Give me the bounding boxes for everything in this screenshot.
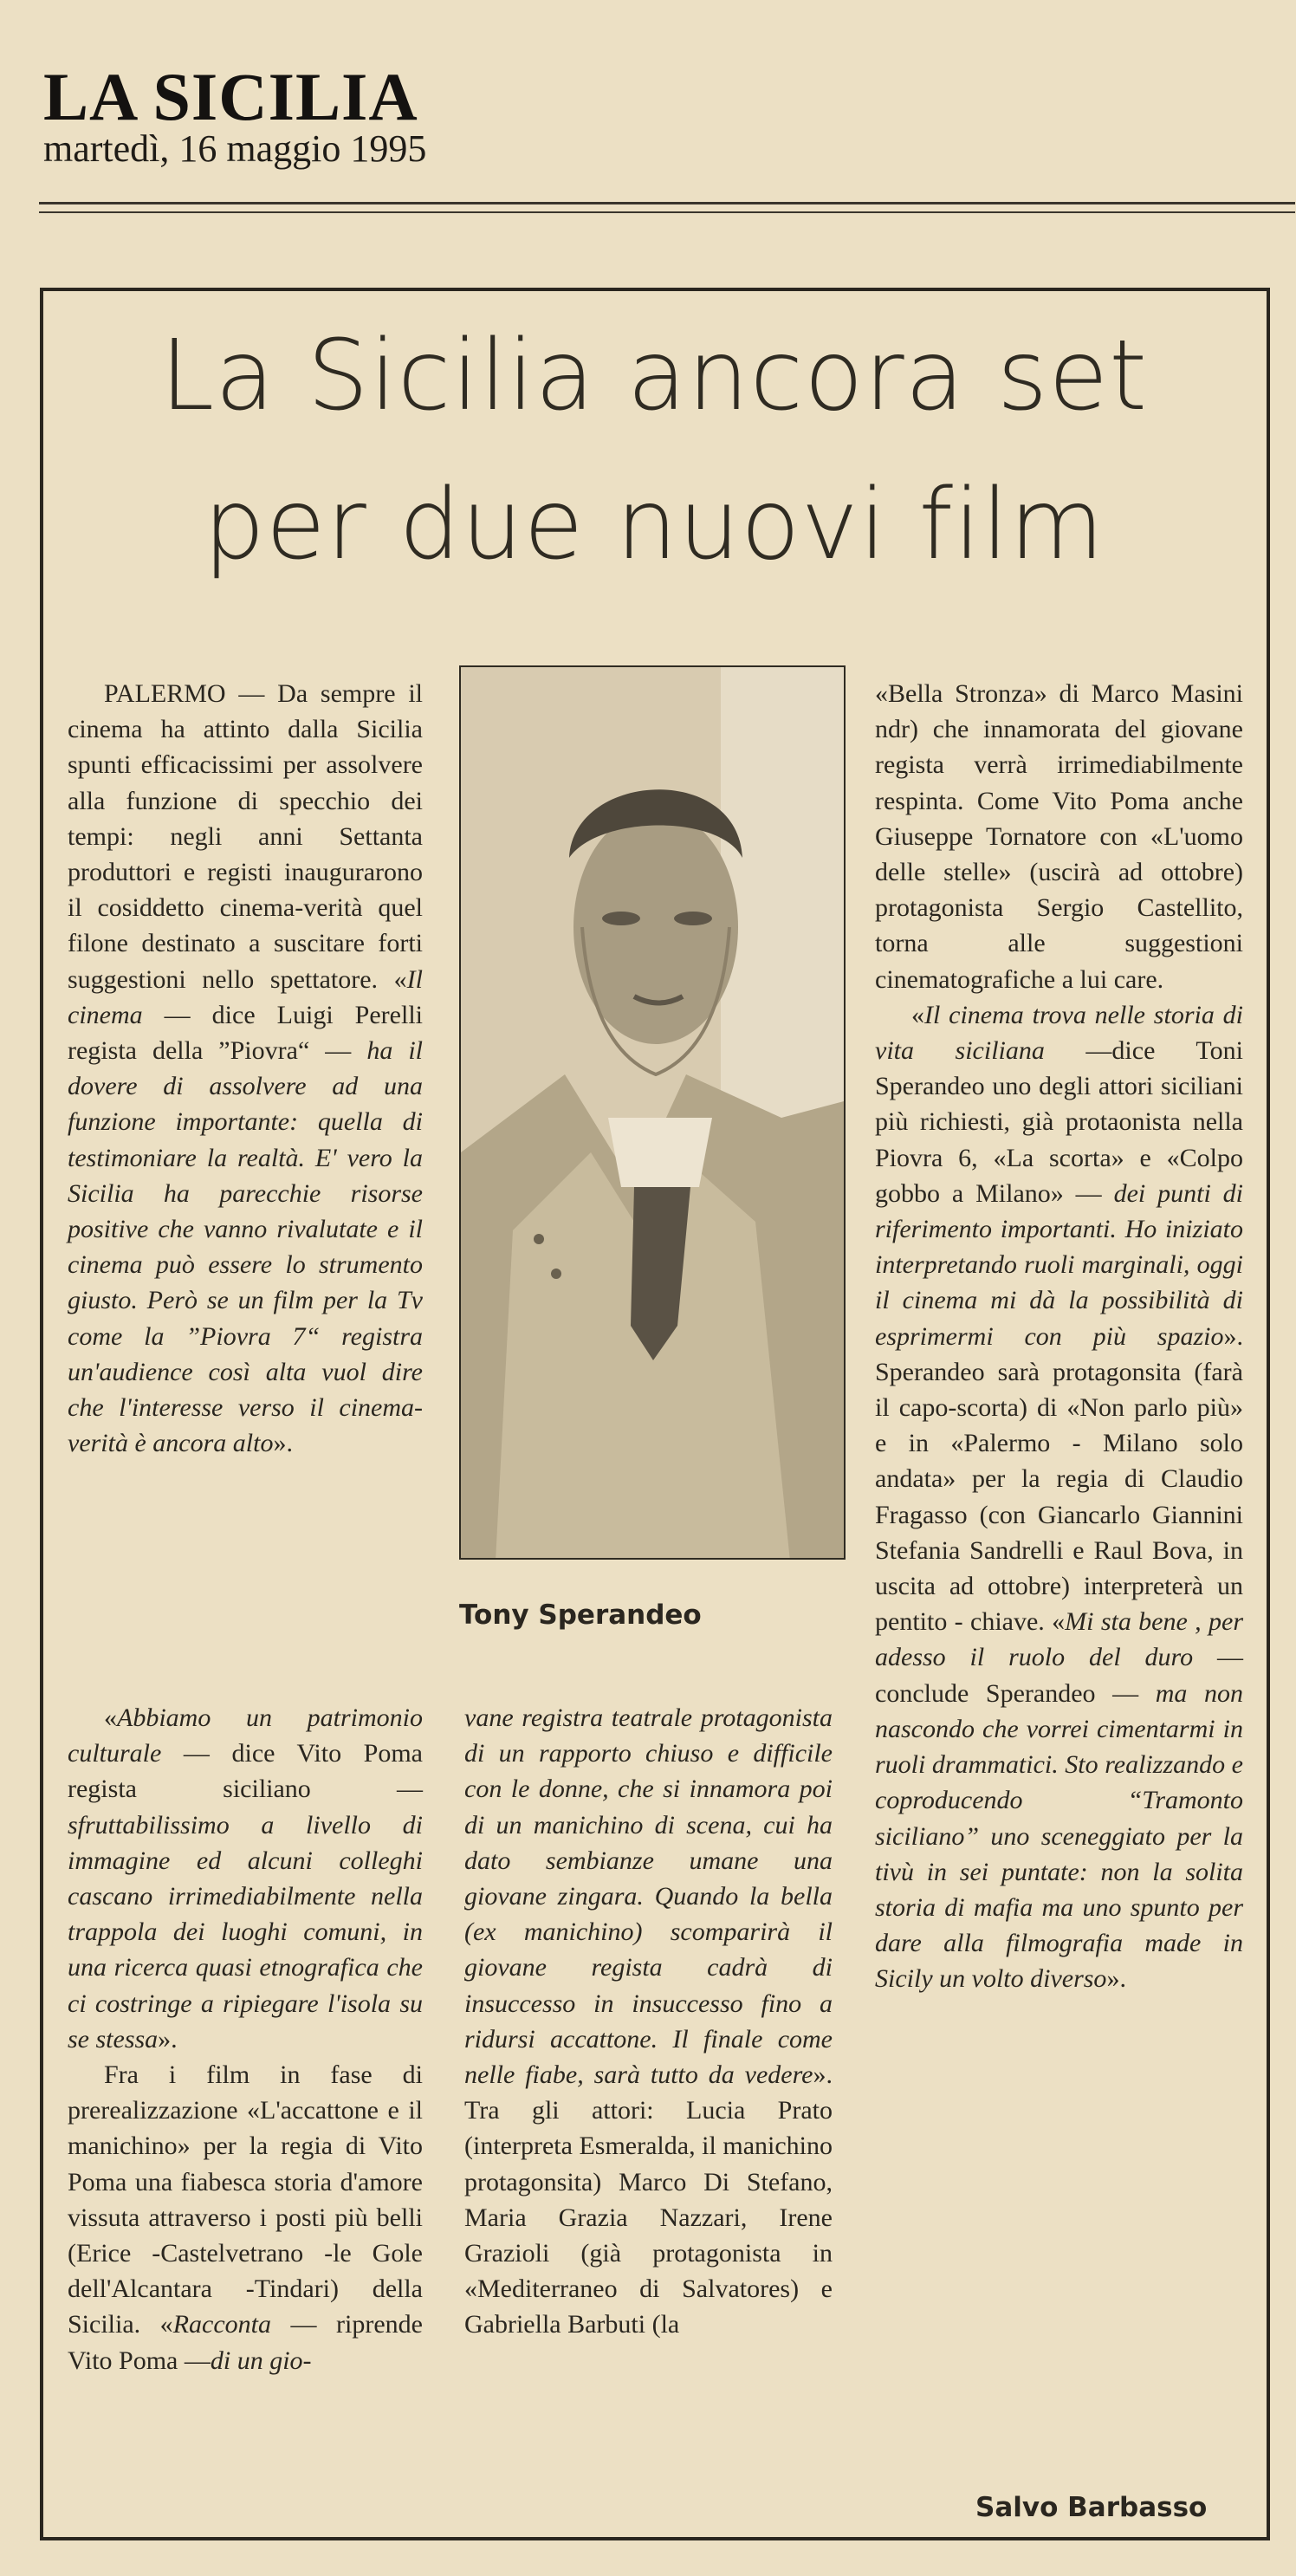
text-run: ». Sperandeo sarà protagonsita (farà il capo-scorta) di «Non parlo più» e in «Palermo - Milano solo andata» per la regia di Claudio Fragasso (con Giancarlo Giannini Stefania Sandrelli e Raul Bova, in uscita ad ottobre) interpreterà un pentito - chiave. « bbox=[875, 1321, 1243, 1637]
headline-line-1: La Sicilia ancora set bbox=[159, 320, 1149, 432]
text-run: ». bbox=[1106, 1964, 1126, 1994]
text-run: ». bbox=[158, 2024, 178, 2054]
quote-run: dei punti di riferimento importanti. Ho iniziato interpretando ruoli marginali, oggi il cinema mi dà la possibilità di esprimermi con più spazio bbox=[875, 1178, 1244, 1351]
article-headline bbox=[52, 302, 1256, 600]
quote-run: ma non nascondo che vorrei cimentarmi in ruoli drammatici. Sto realizzando e coproducendo “Tramonto siciliano” uno sceneggiato per la tivù in sei puntate: non la solita storia di mafia ma uno spunto per dare alla filmografia made in Sicily un volto diverso bbox=[875, 1678, 1243, 1994]
quote-run: vane registra teatrale protagonista di un rapporto chiuso e difficile con le donne, che si innamora poi di un manichino di scena, cui ha dato sembianze umane una giovane zingara. Quando la bella (ex manichino) scomparirà il giovane regista cadrà di insuccesso in insuccesso fino a ridursi accattone. Il finale come nelle fiabe, sarà tutto da vedere bbox=[464, 1703, 833, 2090]
text-run: PALERMO — Da sempre il cinema ha attinto dalla Sicilia spunti efficacissimi per assolvere alla funzione di specchio dei tempi: negli anni Settanta produttori e registi inaugurarono il cosiddetto cinema-verità quel filone destinato a suscitare forti suggestioni nello spettatore. « bbox=[68, 679, 423, 994]
quote-run: Il cinema bbox=[68, 964, 423, 1029]
quote-run: ha il dovere di assolvere ad una funzione importante: quella di testimoniare la realtà. E' vero la Sicilia ha parecchie risorse positive che vanno rivalutate e il cinema può essere lo strumento giusto. Però se un film per la Tv come la ”Piovra 7“ registra un'audience così alta vuol dire che l'interesse verso il cinema-verità è ancora alto bbox=[68, 1036, 424, 1458]
text-run: Fra i film in fase di prerealizzazione «L'accattone e il manichino» per la regia di Vito Poma una fiabesca storia d'amore vissuta attraverso i posti più belli (Erice -Castelvetrano -le Gole dell'Alcantara -Tindari) della Sicilia. « bbox=[68, 2060, 423, 2339]
text-run: —conclude Sperandeo — bbox=[875, 1643, 1243, 1708]
photo-caption: Tony Sperandeo bbox=[459, 1599, 702, 1631]
text-run: ». bbox=[273, 1429, 293, 1458]
headline-line-2: per due nuovi film bbox=[203, 469, 1105, 581]
portrait-illustration bbox=[461, 667, 846, 1560]
quote-run: Il cinema trova nelle storia di vita siciliana bbox=[875, 1000, 1243, 1066]
quote-run: sfruttabilissimo a livello di immagine ed alcuni colleghi cascano irrimediabilmente nella trappola dei luoghi comuni, in una ricerca quasi etnografica che ci costringe a ripiegare l'isola su se stessa bbox=[68, 1810, 423, 2054]
publication-date: martedì, 16 maggio 1995 bbox=[43, 127, 427, 170]
quote-run: Mi sta bene , per adesso il ruolo del duro bbox=[875, 1607, 1243, 1672]
article-column-2 bbox=[464, 1700, 833, 2343]
masthead bbox=[43, 61, 426, 168]
text-run: — dice Vito Poma regista siciliano — bbox=[68, 1739, 423, 1804]
article-column-1-bottom: «Abbiamo un patrimonio culturale — dice Vito Poma regista siciliano — sfruttabilissimo a livello di immagine ed alcuni colleghi cascano irrimediabilmente nella trappola dei luoghi comuni, in una ricerca quasi etnografica che ci costringe a ripiegare l'isola su se stessa». Fra i film in fase di prerealizzazione «L'accattone e il manichino» per la regia di Vito Poma una fiabesca storia d'amore vissuta attraverso i posti più belli (Erice -Castelvetrano -le Gole dell'Alcantara -Tindari) della Sicilia. «Racconta — riprende Vito Poma —di un gio- bbox=[68, 1703, 423, 2375]
masthead-rule-thin bbox=[39, 211, 1295, 213]
quote-run: Abbiamo un patrimonio culturale bbox=[68, 1703, 423, 1768]
quote-run: di un gio- bbox=[210, 2346, 312, 2375]
text-run: — dice Luigi Perelli regista della ”Piovra“ — bbox=[68, 1000, 423, 1066]
quote-run: Racconta bbox=[172, 2310, 271, 2339]
paragraph: «Bella Stronza» di Marco Masini ndr) che innamorata del giovane regista verrà irrimediabilmente respinta. Come Vito Poma anche Giuseppe Tornatore con «L'uomo delle stelle» (uscirà ad ottobre) protagonista Sergio Castellito, torna alle suggestioni cinematografiche a lui care. bbox=[875, 679, 1243, 994]
masthead-rule bbox=[39, 202, 1295, 204]
text-run: ». Tra gli attori: Lucia Prato (interpreta Esmeralda, il manichino protagonsita) Marco Di Stefano, Maria Grazia Nazzari, Irene Grazioli (già protagonista in «Mediterraneo di Salvatores) e Gabriella Barbuti (la bbox=[464, 2060, 833, 2339]
article-column-3: «Bella Stronza» di Marco Masini ndr) che innamorata del giovane regista verrà irrimediabilmente respinta. Come Vito Poma anche Giuseppe Tornatore con «L'uomo delle stelle» (uscirà ad ottobre) protagonista Sergio Castellito, torna alle suggestioni cinematografiche a lui care. «Il cinema trova nelle storia di vita siciliana —dice Toni Sperandeo uno degli attori siciliani più richiesti, già protaonista nella Piovra 6, «La scorta» e «Colpo gobbo a Milano» — dei punti di riferimento importanti. Ho iniziato interpretando ruoli marginali, oggi il cinema mi dà la possibilità di esprimermi con più spazio». Sperandeo sarà protagonsita (farà il capo-scorta) di «Non parlo più» e in «Palermo - Milano solo andata» per la regia di Claudio Fragasso (con Giancarlo Giannini Stefania Sandrelli e Raul Bova, in uscita ad ottobre) interpreterà un pentito - chiave. «Mi sta bene , per adesso il ruolo del duro —conclude Sperandeo — ma non nascondo che vorrei cimentarmi in ruoli drammatici. Sto realizzando e coproducendo “Tramonto siciliano” uno sceneggiato per la tivù in sei puntate: non la solita storia di mafia ma uno spunto per dare alla filmografia made in Sicily un volto diverso». bbox=[875, 676, 1243, 1997]
text-run: —dice Toni Sperandeo uno degli attori siciliani più richiesti, già protaonista nella Piovra 6, «La scorta» e «Colpo gobbo a Milano» — bbox=[875, 1036, 1243, 1208]
text-run: — riprende Vito Poma — bbox=[68, 2310, 423, 2375]
article-column-1-top bbox=[68, 676, 423, 1461]
portrait-photo bbox=[459, 665, 846, 1560]
byline: Salvo Barbasso bbox=[975, 2492, 1208, 2523]
newspaper-name: LA SICILIA bbox=[43, 59, 418, 134]
